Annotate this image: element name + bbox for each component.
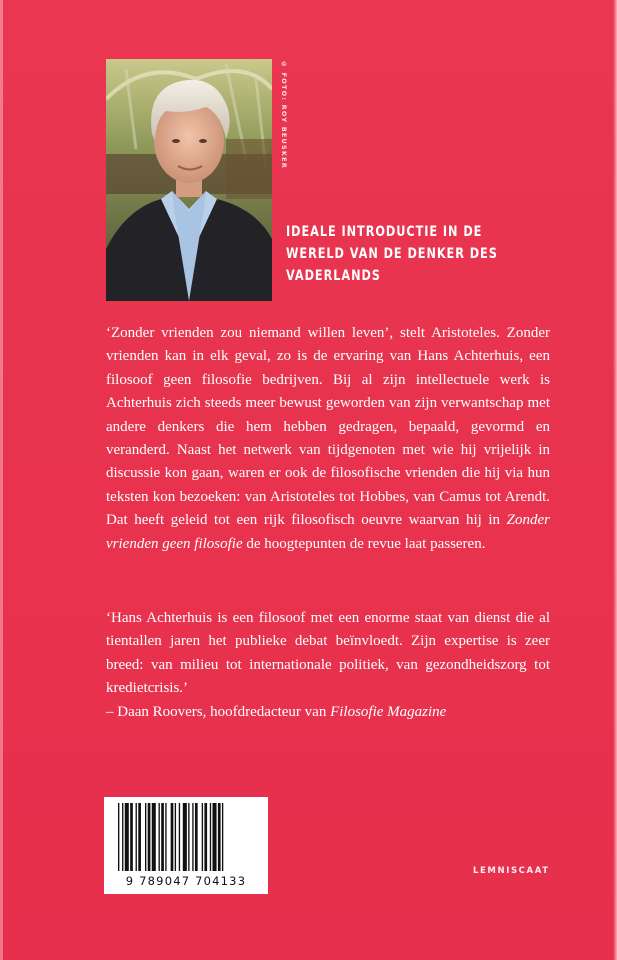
isbn-barcode [104,797,268,894]
barcode-bar [136,803,137,871]
cover-edge-right [613,0,617,960]
barcode-bar [213,803,217,871]
quote-attribution [106,701,550,724]
headline-line-1: IDEALE INTRODUCTIE IN DE [286,224,483,240]
barcode-bar [188,803,189,871]
barcode-bar [195,803,198,871]
blurb-paragraph [106,322,550,556]
book-title: Zonder vrienden geen filosofie [106,512,550,552]
barcode-bar [118,803,119,871]
barcode-bar [165,803,166,871]
isbn-number: 9 789047 704133 [125,874,247,888]
headline-line-3: VADERLANDS [286,268,381,284]
barcode-bar [183,803,187,871]
barcode-bar [125,803,129,871]
barcode-bar [130,803,133,871]
barcode-bar [138,803,141,871]
headline [286,221,543,287]
barcode-bar [222,803,223,871]
barcode-bar [204,803,207,871]
photo-credit: © FOTO: ROY BEUSKER [280,60,288,169]
barcode-bar [159,803,160,871]
barcode-bar [175,803,176,871]
review-quote: ‘Hans Achterhuis is een filosoof met een enorme staat van dienst die al tientallen jaren het publieke debat beïnvloedt. Zijn expertise is zeer breed: van milieu tot internationale politiek, van gezondheidszorg tot kredietcrisis.’ [106,610,550,697]
publisher-logo-text: LEMNISCAAT [473,866,550,876]
headline-line-2: WERELD VAN DE DENKER DES [286,246,498,262]
barcode-bar [122,803,123,871]
blurb-text-part-2: de hoogtepunten de revue laat passeren. [242,535,486,552]
barcode-bar [145,803,146,871]
barcode-bars [104,797,268,877]
author-portrait-photo [106,59,272,301]
blurb-text-part-1: ‘Zonder vrienden zou niemand willen leven’, stelt Aristoteles. Zonder vrienden kan in elk geval, zo is de ervaring van Hans Achterhuis, een filosoof geen filosofie bedrijven. Bij al zijn intellectuele werk is Achterhuis zich steeds meer bewust geworden van zijn verwantschap met andere denkers die hem hebben gedragen, bepaald, gevormd en veranderd. Naast het netwerk van tijdgenoten met wie hij vrijelijk in discussie kon gaan, waren er ook de filosofische vrienden die hij via hun teksten kon bezoeken: van Aristoteles tot Hobbes, van Camus tot Arendt. Dat heeft geleid tot een rijk filosofisch oeuvre waarvan hij in [106,325,550,529]
barcode-bar [171,803,174,871]
barcode-bar [179,803,180,871]
attribution-text: – Daan Roovers, hoofdredacteur van [106,704,331,720]
barcode-bar [218,803,221,871]
cover-edge-left [0,0,3,960]
magazine-title: Filosofie Magazine [330,704,447,720]
barcode-bar [192,803,193,871]
barcode-bar [161,803,164,871]
barcode-bar [148,803,151,871]
barcode-bar [202,803,203,871]
barcode-bar [210,803,211,871]
barcode-bar [152,803,156,871]
